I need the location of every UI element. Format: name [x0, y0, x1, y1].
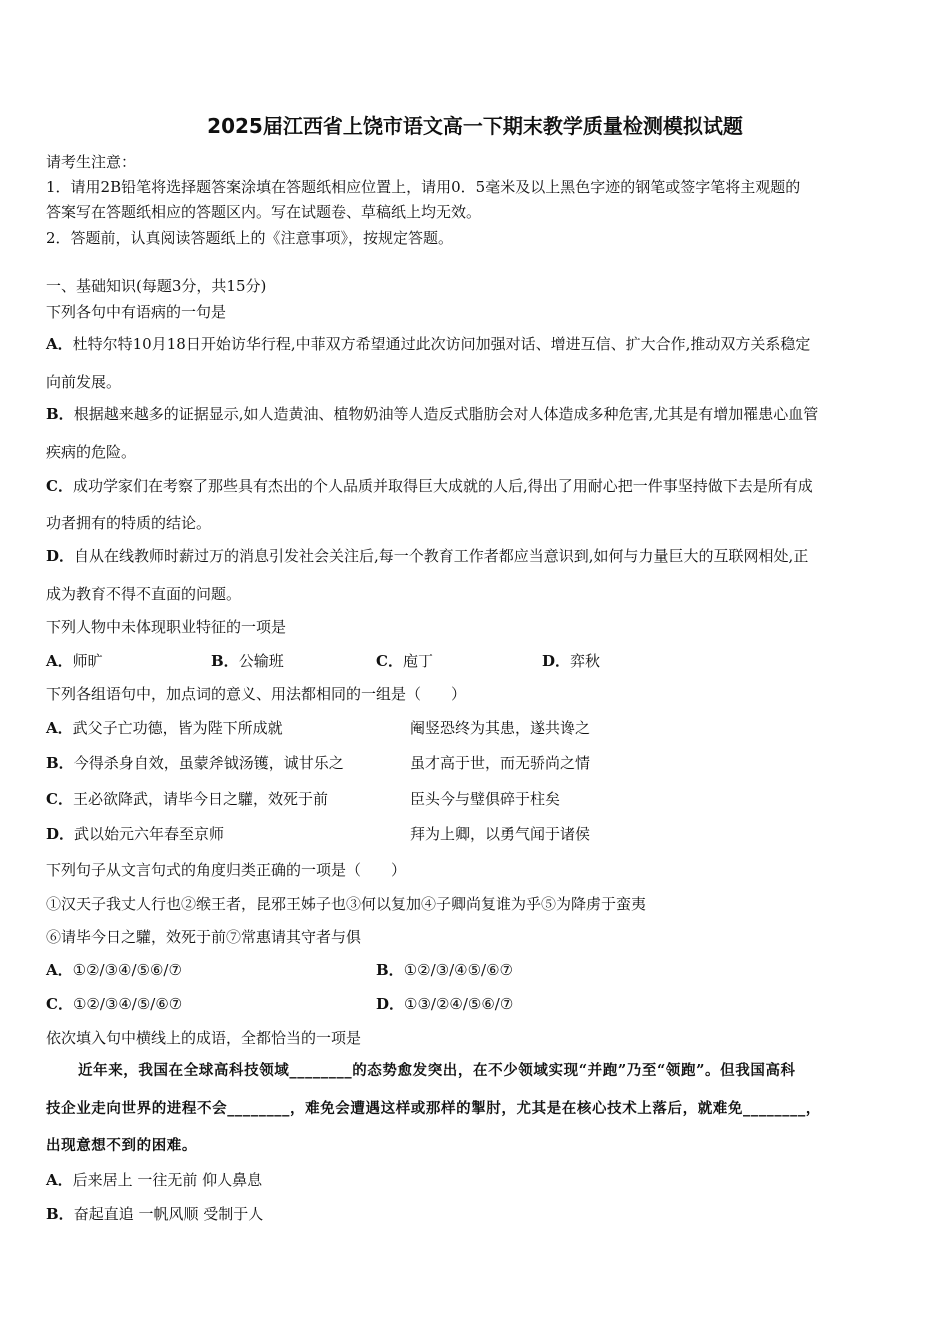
notice-line: 答案写在答题纸相应的答题区内。写在试题卷、草稿纸上均无效。 [46, 203, 482, 221]
question-stem: 依次填入句中横线上的成语，全都恰当的一项是 [46, 1029, 362, 1047]
option-text: 武以始元六年春至京师 [74, 825, 225, 843]
option-label: D． [376, 995, 405, 1013]
option-text: 奋起直追 一帆风顺 受制于人 [73, 1205, 264, 1223]
option-text: ①②/③④/⑤⑥/⑦ [72, 961, 182, 979]
option-a [46, 334, 810, 354]
option-a [46, 651, 103, 671]
option-c [376, 651, 433, 671]
option-d [376, 994, 513, 1014]
option-text: 庖丁 [402, 652, 433, 670]
option-text: 自从在线教师时薪过万的消息引发社会关注后,每一个教育工作者都应当意识到,如何与力量巨大的互联网相处,正 [74, 547, 809, 565]
option-label: A． [46, 335, 73, 353]
option-b-right: 虽才高于世，而无骄尚之情 [410, 754, 591, 772]
option-label: A． [46, 961, 73, 979]
option-text: 弈秋 [570, 652, 601, 670]
option-label: D． [542, 652, 571, 670]
option-b [46, 404, 818, 424]
option-a-right: 阉竖恐终为其患，遂共谗之 [410, 719, 591, 737]
option-text: 成功学家们在考察了那些具有杰出的个人品质并取得巨大成就的人后,得出了用耐心把一件事坚持做下去是所有成 [72, 477, 813, 495]
notice-line: 1．请用2B铅笔将选择题答案涂填在答题纸相应位置上，请用0．5毫米及以上黑色字迹的钢笔或签字笔将主观题的 [46, 178, 801, 196]
option-text: 武父子亡功德，皆为陛下所成就 [72, 719, 283, 737]
option-label: B． [46, 754, 74, 772]
option-text: ①③/②④/⑤⑥/⑦ [404, 995, 514, 1013]
option-text: 公输班 [238, 652, 284, 670]
option-text: ①②/③④/⑤/⑥⑦ [72, 995, 183, 1013]
option-label: D． [46, 825, 75, 843]
option-b [211, 651, 284, 671]
option-c [46, 476, 813, 496]
option-label: B． [376, 961, 404, 979]
option-c-right: 臣头今与璧俱碎于柱矣 [410, 790, 561, 808]
question-stem: 下列各组语句中，加点词的意义、用法都相同的一组是（ ） [46, 685, 467, 703]
option-b [46, 1204, 263, 1224]
passage-line: 近年来，我国在全球高科技领域________的态势愈发突出，在不少领域实现“并跑”乃至“领跑”。但我国高科 [78, 1062, 796, 1079]
option-text: 今得杀身自效，虽蒙斧钺汤镬，诚甘乐之 [73, 754, 344, 772]
option-label: C． [376, 652, 403, 670]
option-c [46, 789, 328, 809]
option-d [46, 824, 224, 844]
option-d [542, 651, 600, 671]
question-stem: 下列人物中未体现职业特征的一项是 [46, 618, 287, 636]
question-stem: 下列句子从文言句式的角度归类正确的一项是（ ） [46, 861, 407, 879]
option-text: 后来居上 一往无前 仰人鼻息 [72, 1171, 263, 1189]
option-label: C． [46, 477, 73, 495]
sentence-list: ①汉天子我丈人行也②缑王者，昆邪王姊子也③何以复加④子卿尚复谁为乎⑤为降虏于蛮夷 [46, 895, 647, 913]
option-label: A． [46, 652, 73, 670]
option-text: ①②/③/④⑤/⑥⑦ [403, 961, 513, 979]
option-a [46, 1170, 262, 1190]
option-label: C． [46, 790, 73, 808]
option-d-cont: 成为教育不得不直面的问题。 [46, 585, 242, 603]
option-a-cont: 向前发展。 [46, 373, 122, 391]
question-stem: 下列各句中有语病的一句是 [46, 303, 227, 321]
page-title: 2025届江西省上饶市语文高一下期末教学质量检测模拟试题 [207, 114, 743, 138]
option-text: 王必欲降武，请毕今日之驩，效死于前 [72, 790, 328, 808]
option-label: B． [211, 652, 239, 670]
sentence-list: ⑥请毕今日之驩，效死于前⑦常惠请其守者与俱 [46, 928, 362, 946]
option-d [46, 546, 808, 566]
option-label: C． [46, 995, 73, 1013]
option-label: A． [46, 719, 73, 737]
option-c [46, 994, 182, 1014]
option-label: A． [46, 1171, 73, 1189]
passage-line: 出现意想不到的困难。 [46, 1137, 197, 1154]
option-b [376, 960, 513, 980]
option-label: B． [46, 1205, 74, 1223]
option-d-right: 拜为上卿，以勇气闻于诸侯 [410, 825, 591, 843]
section-heading: 一、基础知识(每题3分，共15分) [46, 277, 267, 295]
notice-heading: 请考生注意： [46, 153, 137, 171]
option-a [46, 718, 283, 738]
option-b-cont: 疾病的危险。 [46, 443, 137, 461]
option-text: 师旷 [72, 652, 103, 670]
option-text: 根据越来越多的证据显示,如人造黄油、植物奶油等人造反式脂肪会对人体造成多种危害,尤其是有增加罹患心血管 [73, 405, 819, 423]
passage-line: 技企业走向世界的进程不会________，难免会遭遇这样或那样的掣肘，尤其是在核心技术上落后，就难免________， [46, 1100, 821, 1117]
option-label: B． [46, 405, 74, 423]
option-b [46, 753, 344, 773]
option-c-cont: 功者拥有的特质的结论。 [46, 514, 212, 532]
option-a [46, 960, 182, 980]
option-label: D． [46, 547, 75, 565]
option-text: 杜特尔特10月18日开始访华行程,中菲双方希望通过此次访问加强对话、增进互信、扩大合作,推动双方关系稳定 [72, 335, 811, 353]
notice-line: 2．答题前，认真阅读答题纸上的《注意事项》，按规定答题。 [46, 229, 454, 247]
